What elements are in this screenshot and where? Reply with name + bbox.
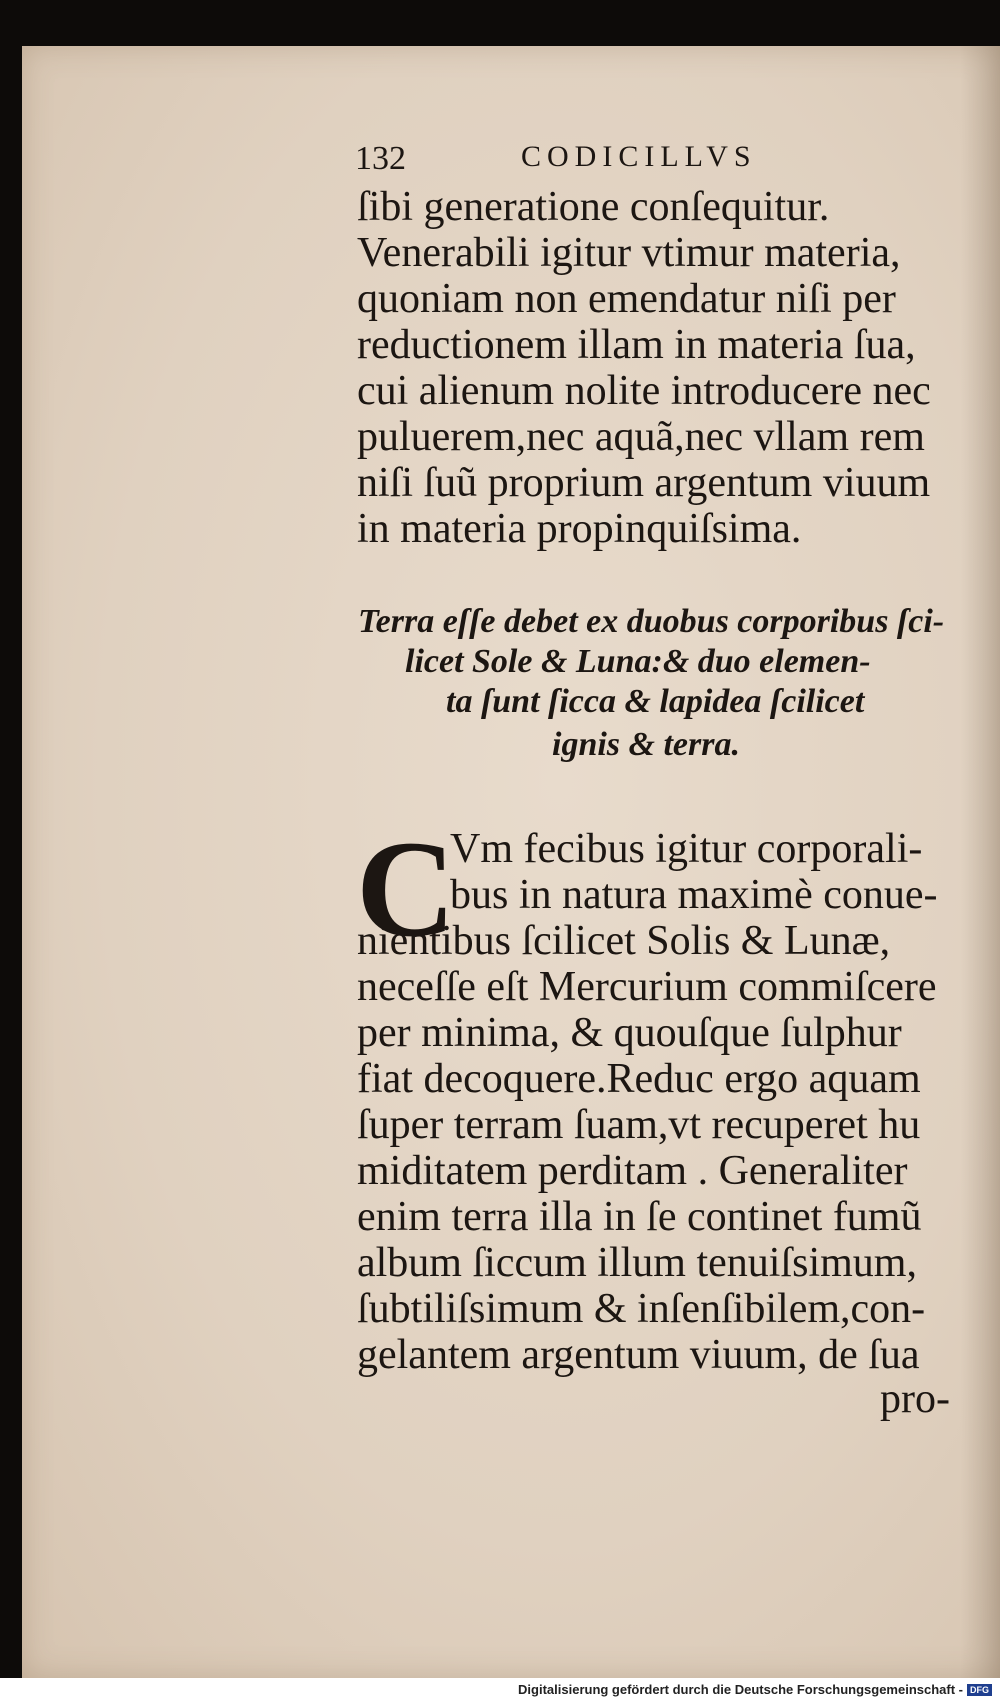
text-line: album ſiccum illum tenuiſsimum, bbox=[357, 1240, 917, 1286]
text-line: ſuper terram ſuam,vt recuperet hu bbox=[357, 1102, 921, 1148]
page-gutter-shadow bbox=[960, 46, 1000, 1678]
text-line: nientibus ſcilicet Solis & Lunæ, bbox=[357, 918, 891, 964]
text-line: miditatem perditam . Generaliter bbox=[357, 1148, 908, 1194]
text-line: cui alienum nolite introducere nec bbox=[357, 368, 931, 414]
text-line: fiat decoquere.Reduc ergo aquam bbox=[357, 1056, 921, 1102]
running-title: CODICILLVS bbox=[521, 140, 757, 173]
text-line: niſi ſuũ proprium argentum viuum bbox=[357, 460, 931, 506]
text-line: bus in natura maximè conue- bbox=[450, 872, 938, 918]
text-line: ſibi generatione conſequitur. bbox=[357, 184, 830, 230]
text-line: puluerem,nec aquã,nec vllam rem bbox=[357, 414, 925, 460]
drop-cap-initial: C bbox=[356, 812, 456, 965]
section-heading-line: Terra eſſe debet ex duobus corporibus ſci- bbox=[358, 603, 945, 640]
section-heading-line: licet Sole & Luna:& duo elemen- bbox=[405, 643, 871, 680]
digitization-credit bbox=[518, 1682, 992, 1697]
text-line: gelantem argentum viuum, de ſua bbox=[357, 1332, 920, 1378]
text-line: enim terra illa in ſe continet fumũ bbox=[357, 1194, 922, 1240]
text-line: per minima, & quouſque ſulphur bbox=[357, 1010, 902, 1056]
catchword: pro- bbox=[880, 1376, 950, 1422]
text-line: neceſſe eſt Mercurium commiſcere bbox=[357, 964, 937, 1010]
text-line: in materia propinquiſsima. bbox=[357, 506, 802, 552]
text-line: reductionem illam in materia ſua, bbox=[357, 322, 916, 368]
dfg-logo: DFG bbox=[967, 1684, 992, 1696]
text-line: Venerabili igitur vtimur materia, bbox=[357, 230, 901, 276]
text-line: ſubtiliſsimum & inſenſibilem,con- bbox=[357, 1286, 926, 1332]
section-heading-line: ta ſunt ſicca & lapidea ſcilicet bbox=[446, 683, 865, 720]
text-line: quoniam non emendatur niſi per bbox=[357, 276, 896, 322]
text-line: Vm fecibus igitur corporali- bbox=[450, 826, 923, 872]
page-number: 132 bbox=[355, 140, 406, 177]
page-header bbox=[355, 140, 915, 190]
credit-text: Digitalisierung gefördert durch die Deutsche Forschungsgemeinschaft - bbox=[518, 1682, 963, 1697]
section-heading-line: ignis & terra. bbox=[552, 726, 740, 763]
